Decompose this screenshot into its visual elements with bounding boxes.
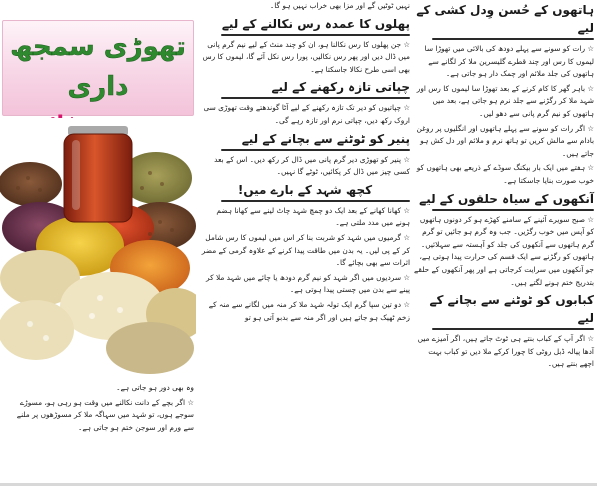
right-column (414, 0, 594, 373)
honey-para-1: ☆ کھانا کھانے کے بعد ایک دو چمچ شہد چاٹ لینے سے کھانا ہضم ہونے میں مدد ملتی ہے۔ (216, 205, 410, 228)
chapati-para: ☆ چپاتیوں کو دیر تک تازہ رکھنے کے لیے آٹا گوندھتے وقت تھوڑی سی اروک رکھ دیں، چپاتی نرم اور تازہ رہے گی۔ (203, 103, 410, 125)
chapati-heading: چپاتی تازہ رکھنے کے لیے (200, 78, 410, 100)
juice-para: ☆ جن پھلوں کا رس نکالنا ہو، ان کو چند منٹ کے لیے نیم گرم پانی میں ڈال دیں اور پھر رس نکالیں، پورا رس نکل آئے گا، لیموں کا رس بھی اسی طرح نکالا جاسکتا ہے۔ (202, 39, 410, 74)
hands-para-4: ☆ ہفتے میں ایک بار بیکنگ سوڈے کے ذریعے بھی ہاتھوں کو خوب صورت بنایا جاسکتا ہے۔ (416, 163, 594, 185)
honey-para-4: ☆ دو تین سپا گرم ایک تولہ شہد ملا کر منہ میں لگانے سے منہ کے زخم ٹھیک ہو جاتے ہیں اور اگر منہ سے بدبو آتی ہو تو (208, 299, 410, 322)
eyes-para: ☆ صبح سویرے آئینے کے سامنے کھڑے ہو کر دونوں ہاتھوں کو آپس میں خوب رگڑیں۔ جب وہ گرم ہو جائیں تو گرم گرم ہاتھوں سے آنکھوں کی جلد کو آہستہ سے سہلائیں۔ ہاتھوں کو رگڑنے سے ایک قسم کی حرارت پیدا ہوتی ہے، جو آنکھوں میں سرایت کرجاتی ہے اور پھر آنکھوں کے حلقے بتدریج ختم ہونے لگتے ہیں۔ (414, 214, 594, 287)
spices-image (0, 118, 196, 376)
kebab-heading: کبابوں کو ٹوٹنے سے بچانے کے لیے (414, 291, 594, 331)
hands-heading: ہاتھوں کے حُسن وِدل کشی کے لیے (414, 1, 594, 41)
left-bottom-para-1: وہ بھی دور ہو جاتی ہے۔ (116, 383, 194, 392)
kebab-para: ☆ اگر آپ کے کباب بنتے ہی ٹوٹ جاتے ہیں، اگر آمیزے میں آدھا پیالہ ڈبل روٹی کا چورا کرکے ملا دیں تو کباب بہت اچھے بنتے ہیں۔ (417, 334, 594, 369)
honey-para-3: ☆ سردیوں میں اگر شہد کو نیم گرم دودھ یا چائے میں شہد ملا کر پینے سے بدن میں چستی پیدا ہوتی ہے۔ (206, 272, 410, 295)
hands-para-3: ☆ اگر رات کو سونے سے پہلے ہاتھوں اور انگلیوں پر روغن بادام سے مالش کریں تو ہاتھ نرم و ملائم اور دل کش ہو جاتے ہیں۔ (416, 123, 594, 158)
left-bottom-para-2: ☆ اگر بچے کے دانت نکالنے میں وقت ہو رہی ہو، مسوڑے سوجے ہوں، تو شہد میں سہاگہ ملا کر مسوڑھوں پر ملنے سے ورم اور سوجن ختم ہو جاتی ہے۔ (16, 397, 194, 432)
hands-para-2: ☆ باہر گھر کا کام کرنے کے بعد تھوڑا سا لیموں کا رس اور شہد ملا کر رگڑنے سے جلد نرم ہو جاتی ہے، بعد میں ہاتھوں کو نیم گرم پانی سے دھو لیں۔ (416, 83, 594, 118)
honey-heading: کچھ شہد کے بارے میں! (200, 181, 410, 203)
left-bottom-text (4, 382, 194, 436)
middle-top-para: نہیں ٹوٹیں گے اور مزا بھی خراب نہیں ہو گا۔ (269, 1, 410, 10)
middle-column (200, 0, 410, 326)
paneer-para: ☆ پنیر کو تھوڑی دیر گرم پانی میں ڈال کر رکھ دیں۔ اس کے بعد کسی چیز میں ڈال کر پکائیں، ٹوٹے گا نہیں۔ (214, 154, 410, 177)
honey-para-2: ☆ گرمیوں میں شہد کو شربت بنا کر اس میں لیموں کا رس شامل کر کے پی لیں۔ یہ بدن میں طاقت پیدا کرنے کے علاوہ گرمی کے مضر اثرات سے بھی بچائے گا۔ (201, 232, 410, 268)
eyes-heading: آنکھوں کے سیاہ حلقوں کے لیے (414, 190, 594, 212)
juice-heading: پھلوں کا عمدہ رس نکالنے کے لیے (200, 15, 410, 37)
title-box (2, 20, 194, 116)
title-line1: تھوڑی سمجھ داری (10, 32, 186, 102)
paneer-heading: پنیر کو ٹوٹنے سے بچانے کے لیے (200, 130, 410, 152)
hands-para-1: ☆ رات کو سونے سے پہلے دودھ کی بالائی میں تھوڑا سا لیموں کا رس اور چند قطرے گلیسرین ملا کر لگانے سے ہاتھوں کی جلد ملائم اور چمک دار ہو جاتی ہے۔ (424, 44, 594, 79)
